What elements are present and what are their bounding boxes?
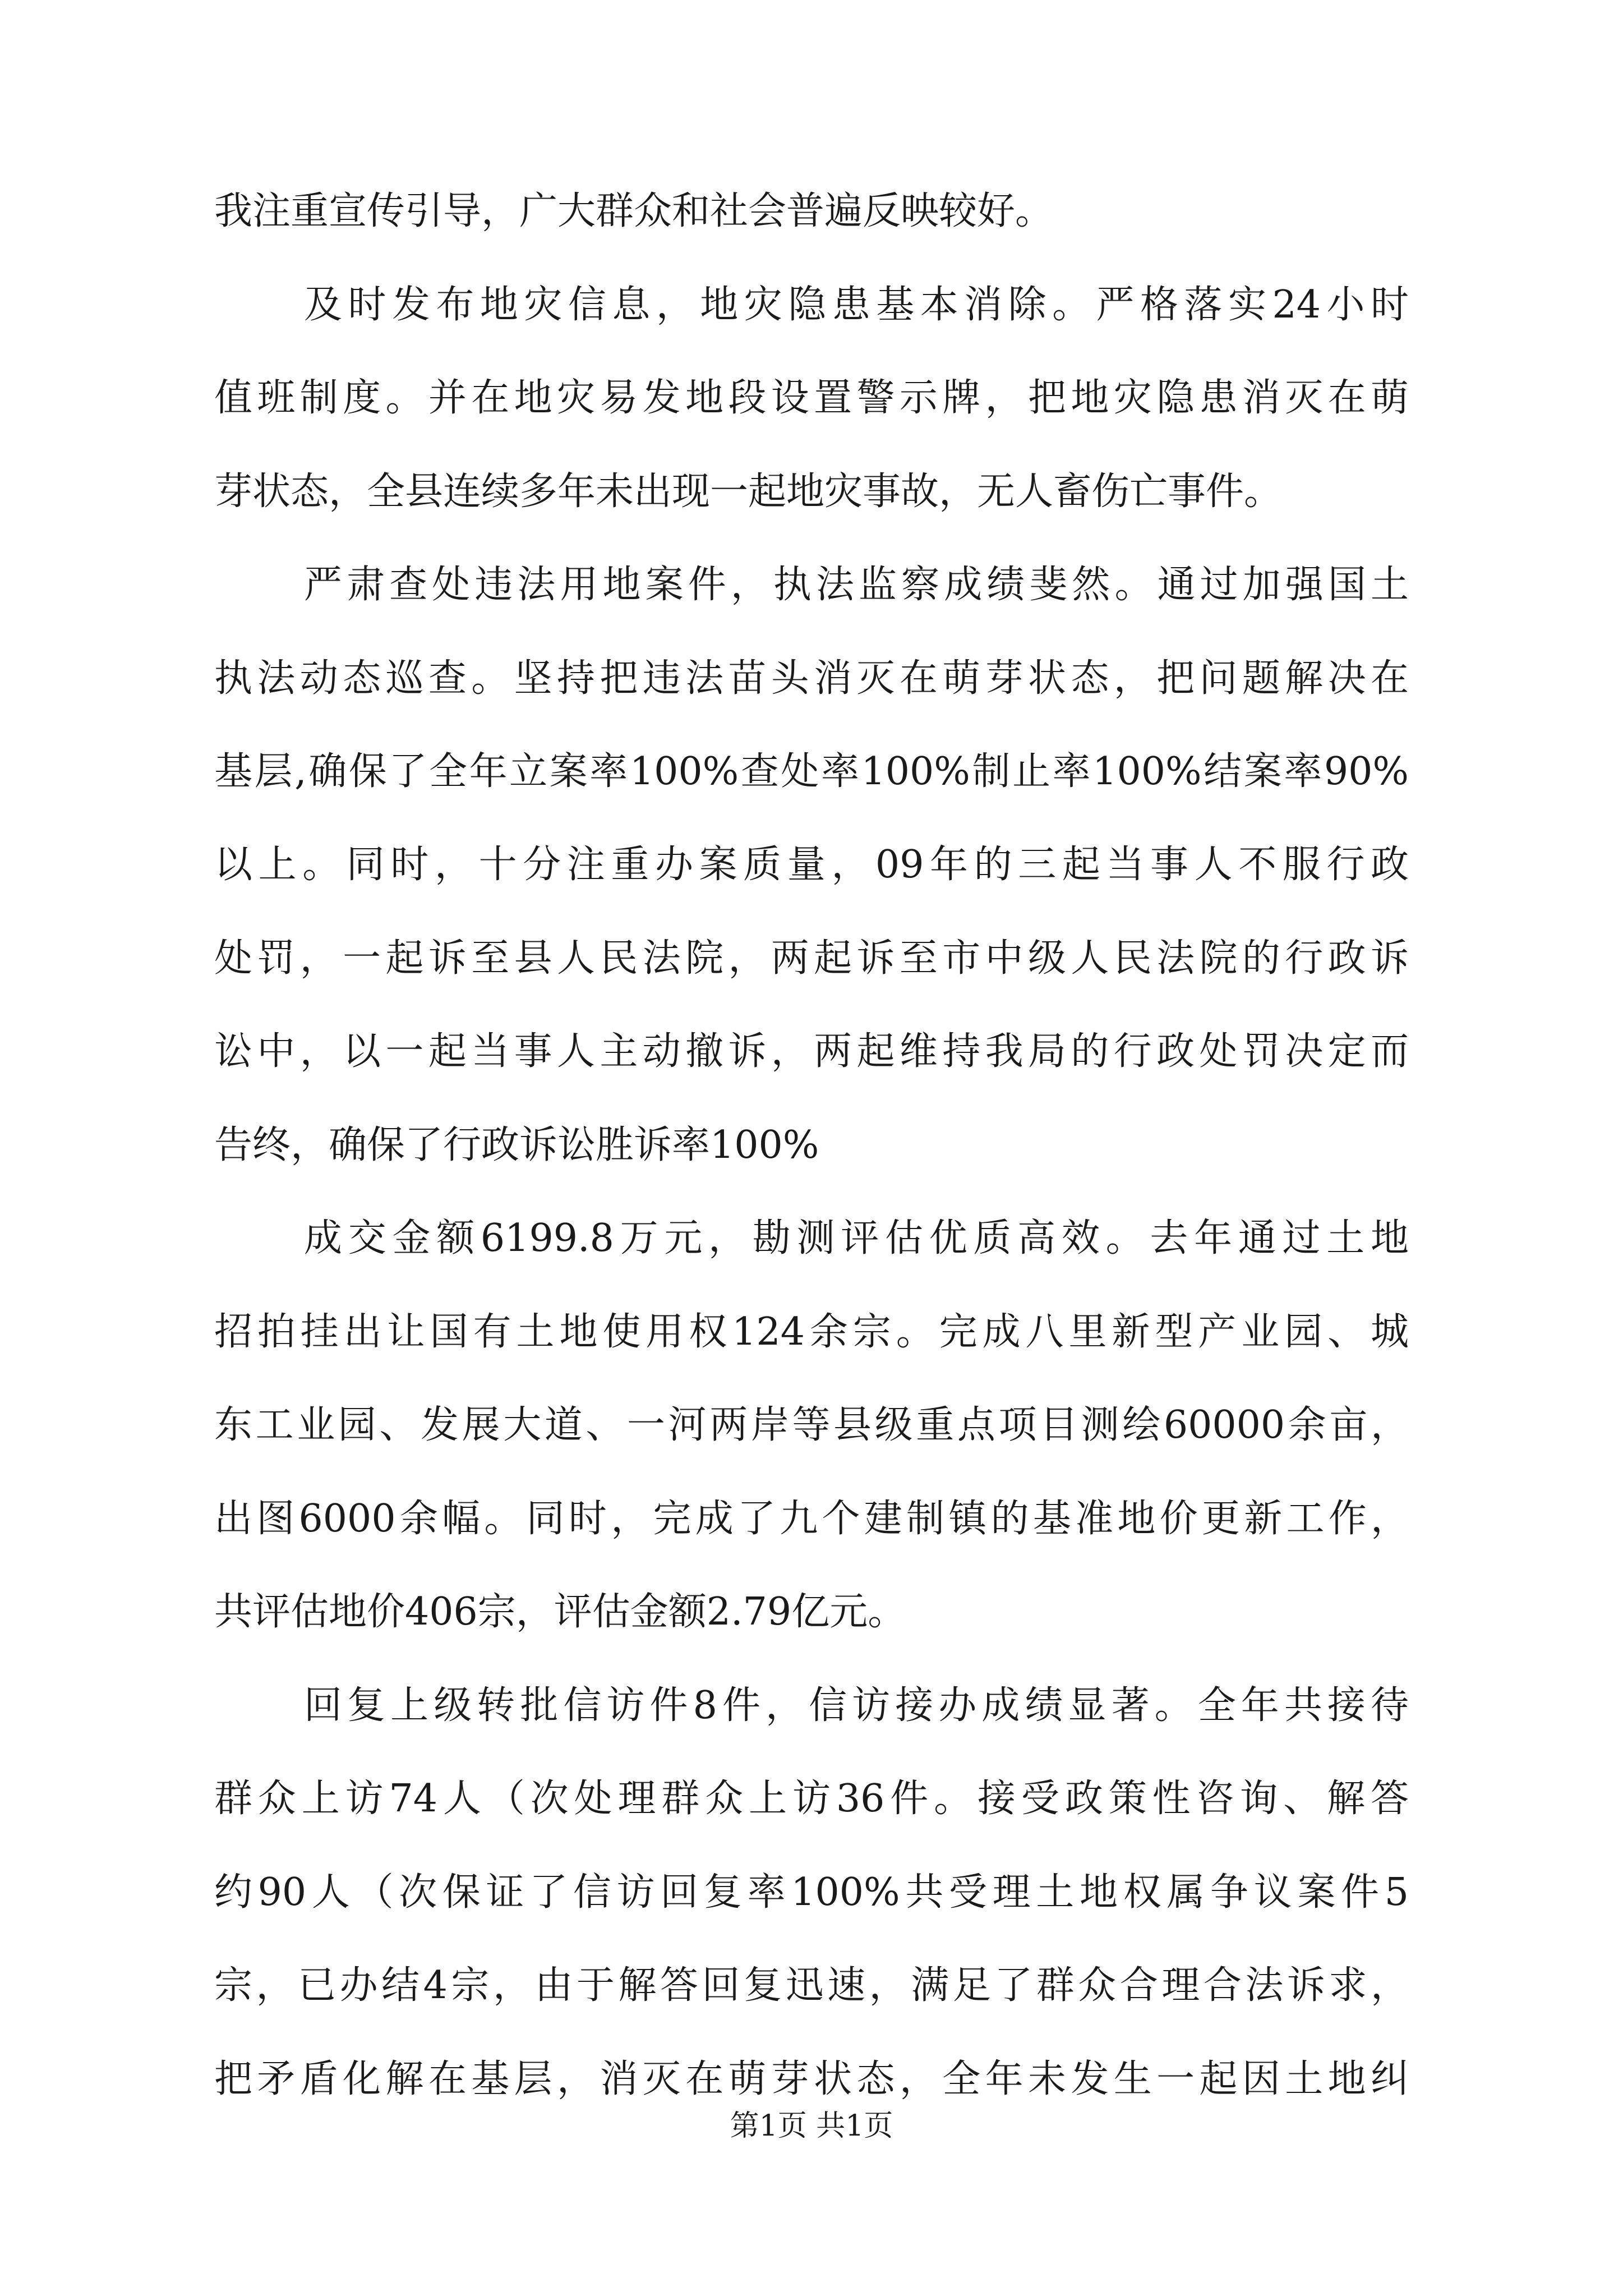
paragraph-first-line: 回复上级转批信访件8件，信访接办成绩显著。全年共接待	[304, 1683, 1409, 1728]
text-line: 执法动态巡查。坚持把违法苗头消灭在萌芽状态，把问题解决在	[214, 656, 1409, 701]
text-line: 值班制度。并在地灾易发地段设置警示牌，把地灾隐患消灭在萌	[214, 376, 1409, 420]
text-line: 共评估地价406宗，评估金额2.79亿元。	[214, 1590, 906, 1634]
text-line: 以上。同时，十分注重办案质量，09年的三起当事人不服行政	[214, 843, 1409, 887]
paragraph-first-line: 及时发布地灾信息，地灾隐患基本消除。严格落实24小时	[304, 283, 1409, 327]
text-line: 约90人（次保证了信访回复率100%共受理土地权属争议案件5	[214, 1870, 1409, 1915]
text-line: 招拍挂出让国有土地使用权124余宗。完成八里新型产业园、城	[214, 1310, 1409, 1354]
text-line: 处罚，一起诉至县人民法院，两起诉至市中级人民法院的行政诉	[214, 936, 1409, 981]
text-line: 基层,确保了全年立案率100%查处率100%制止率100%结案率90%	[214, 749, 1409, 794]
text-line: 告终，确保了行政诉讼胜诉率100%	[214, 1123, 819, 1167]
text-line: 芽状态，全县连续多年未出现一起地灾事故，无人畜伤亡事件。	[214, 470, 1283, 514]
paragraph-first-line: 严肃查处违法用地案件，执法监察成绩斐然。通过加强国土	[304, 563, 1409, 607]
text-line: 讼中，以一起当事人主动撤诉，两起维持我局的行政处罚决定而	[214, 1029, 1409, 1074]
text-line: 东工业园、发展大道、一河两岸等县级重点项目测绘60000余亩，	[214, 1403, 1409, 1447]
text-line: 群众上访74人（次处理群众上访36件。接受政策性咨询、解答	[214, 1777, 1409, 1821]
text-line: 宗，已办结4宗，由于解答回复迅速，满足了群众合理合法诉求，	[214, 1963, 1409, 2008]
text-line: 把矛盾化解在基层，消灭在萌芽状态，全年未发生一起因土地纠	[214, 2057, 1409, 2101]
text-line: 我注重宣传引导，广大群众和社会普遍反映较好。	[214, 189, 1054, 233]
text-line: 出图6000余幅。同时，完成了九个建制镇的基准地价更新工作，	[214, 1497, 1409, 1541]
paragraph-first-line: 成交金额6199.8万元，勘测评估优质高效。去年通过土地	[304, 1216, 1409, 1260]
page-number-footer: 第1页 共1页	[730, 2109, 893, 2143]
